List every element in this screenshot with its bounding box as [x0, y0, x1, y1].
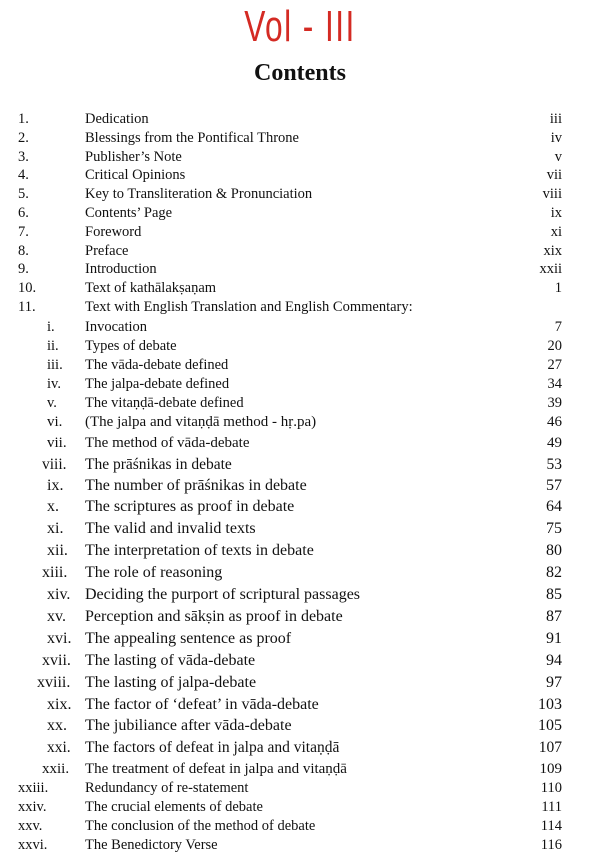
subentry-title: The vitaṇḍā-debate defined: [85, 395, 244, 411]
subentry-title: The appealing sentence as proof: [85, 630, 292, 647]
entry-title: Blessings from the Pontifical Throne: [85, 129, 299, 146]
entry-number: 1.: [18, 111, 29, 127]
subentry-page: 111: [541, 799, 562, 815]
entry-page: viii: [542, 186, 562, 203]
subentry-numeral: xviii.: [37, 674, 71, 691]
entry-number: 7.: [18, 223, 29, 240]
entry-number: 4.: [18, 167, 29, 184]
subentry-page: 109: [539, 761, 562, 777]
subentry-title: The prāśnikas in debate: [85, 456, 232, 473]
entry-title: Contents’ Page: [85, 205, 173, 221]
subentry-title: The lasting of jalpa-debate: [85, 674, 257, 691]
subentry-page: 46: [547, 414, 562, 430]
subentry-page: 20: [547, 338, 562, 354]
subentry-numeral: ii.: [47, 338, 59, 354]
subentry-numeral: iii.: [47, 357, 63, 373]
subentry-page: 87: [546, 608, 562, 625]
subentry-title: The valid and invalid texts: [85, 520, 256, 537]
subentry-page: 114: [540, 818, 562, 834]
subentry-numeral: xvi.: [47, 630, 72, 647]
subentry-numeral: xxiv.: [18, 799, 47, 815]
subentry-numeral: xvii.: [42, 652, 71, 669]
subentry-title: Types of debate: [85, 338, 177, 354]
subentry-title: Perception and sākṣin as proof in debate: [85, 608, 343, 625]
subentry-title: Deciding the purport of scriptural passages: [85, 586, 361, 603]
subentry-page: 94: [546, 652, 562, 669]
subentry-page: 75: [546, 520, 562, 537]
subentry-numeral: ix.: [47, 477, 64, 494]
subentry-page: 91: [546, 630, 562, 647]
entry-number: 10.: [18, 280, 37, 297]
entry-number: 9.: [18, 261, 29, 278]
entry-title: Key to Transliteration & Pronunciation: [85, 186, 313, 203]
entry-title: Publisher’s Note: [85, 148, 182, 165]
subentry-page: 105: [538, 717, 562, 734]
subentry-page: 57: [546, 477, 562, 494]
subentry-numeral: xix.: [47, 696, 72, 713]
subentry-title: The interpretation of texts in debate: [85, 542, 314, 559]
subentry-page: 82: [546, 564, 562, 581]
entry-title: Preface: [85, 242, 129, 259]
entry-title: Foreword: [85, 223, 142, 240]
subentry-numeral: v.: [47, 395, 57, 411]
subentry-page: 110: [540, 780, 562, 796]
subentry-numeral: xi.: [47, 520, 64, 537]
subentry-title: The jubiliance after vāda-debate: [85, 717, 292, 734]
subentry-title: The role of reasoning: [85, 564, 223, 581]
subentry-title: Redundancy of re-statement: [85, 780, 249, 796]
entry-title: Text with English Translation and English Commentary:: [85, 299, 413, 315]
subentry-page: 7: [554, 319, 562, 335]
subentry-page: 34: [547, 376, 562, 392]
subentry-title: The conclusion of the method of debate: [85, 818, 316, 834]
subentry-title: The vāda-debate defined: [85, 357, 229, 373]
subentry-numeral: i.: [47, 319, 55, 335]
subentry-title: (The jalpa and vitaṇḍā method - hṛ.pa): [85, 414, 317, 430]
entry-page: iv: [550, 129, 562, 146]
subentry-page: 85: [546, 586, 562, 603]
subentry-numeral: xii.: [47, 542, 68, 559]
entry-title: Critical Opinions: [85, 167, 186, 184]
entry-page: xix: [543, 242, 562, 259]
entry-page: xi: [550, 223, 562, 240]
entry-number: 5.: [18, 186, 29, 203]
subentry-title: The treatment of defeat in jalpa and vitaṇḍā: [85, 761, 347, 777]
subentry-title: The factors of defeat in jalpa and vitaṇḍā: [85, 739, 340, 756]
entry-page: iii: [549, 111, 562, 127]
subentry-title: The number of prāśnikas in debate: [85, 477, 307, 494]
subentry-numeral: x.: [47, 498, 59, 515]
subentry-numeral: xxv.: [18, 818, 43, 834]
subentry-numeral: vii.: [47, 435, 67, 451]
entry-number: 11.: [18, 299, 36, 315]
subentry-title: The crucial elements of debate: [85, 799, 263, 815]
entry-page: vii: [546, 167, 562, 184]
subentry-numeral: iv.: [47, 376, 61, 392]
subentry-numeral: xiv.: [47, 586, 71, 603]
subentry-page: 27: [547, 357, 562, 373]
subentry-page: 64: [546, 498, 562, 515]
subentry-page: 97: [546, 674, 562, 691]
subentry-page: 116: [540, 837, 562, 853]
subentry-numeral: xxvi.: [18, 837, 48, 853]
subentry-title: The jalpa-debate defined: [85, 376, 230, 392]
subentry-title: Invocation: [85, 319, 148, 335]
subentry-page: 53: [546, 456, 562, 473]
subentry-numeral: xxi.: [47, 739, 71, 756]
subentry-title: The factor of ‘defeat’ in vāda-debate: [85, 696, 319, 713]
entry-title: Introduction: [85, 261, 157, 278]
subentry-numeral: vi.: [47, 414, 63, 430]
subentry-page: 80: [546, 542, 562, 559]
subentry-numeral: xiii.: [42, 564, 68, 581]
subentry-numeral: xx.: [47, 717, 67, 734]
subentry-numeral: xv.: [47, 608, 66, 625]
entry-page: xxii: [539, 261, 562, 278]
subentry-title: The method of vāda-debate: [85, 435, 250, 451]
subentry-numeral: viii.: [42, 456, 67, 473]
subentry-title: The lasting of vāda-debate: [85, 652, 256, 669]
subentry-title: The Benedictory Verse: [85, 837, 218, 853]
entry-title: Dedication: [85, 111, 149, 127]
subentry-page: 103: [538, 696, 562, 713]
subentry-numeral: xxiii.: [18, 780, 49, 796]
subentry-title: The scriptures as proof in debate: [85, 498, 295, 515]
subentry-numeral: xxii.: [42, 761, 70, 777]
entry-page: v: [554, 148, 562, 165]
subentry-page: 107: [538, 739, 562, 756]
page-title: Contents: [253, 60, 346, 86]
entry-number: 8.: [18, 242, 29, 259]
entry-number: 3.: [18, 148, 29, 165]
subentry-page: 49: [547, 435, 562, 451]
entry-number: 2.: [18, 129, 29, 146]
entry-page: 1: [554, 280, 562, 297]
entry-page: ix: [550, 205, 562, 221]
volume-label: Vol - III: [244, 2, 356, 51]
entry-title: Text of kathālakṣaṇam: [85, 280, 217, 297]
subentry-page: 39: [547, 395, 562, 411]
entry-number: 6.: [18, 205, 29, 221]
